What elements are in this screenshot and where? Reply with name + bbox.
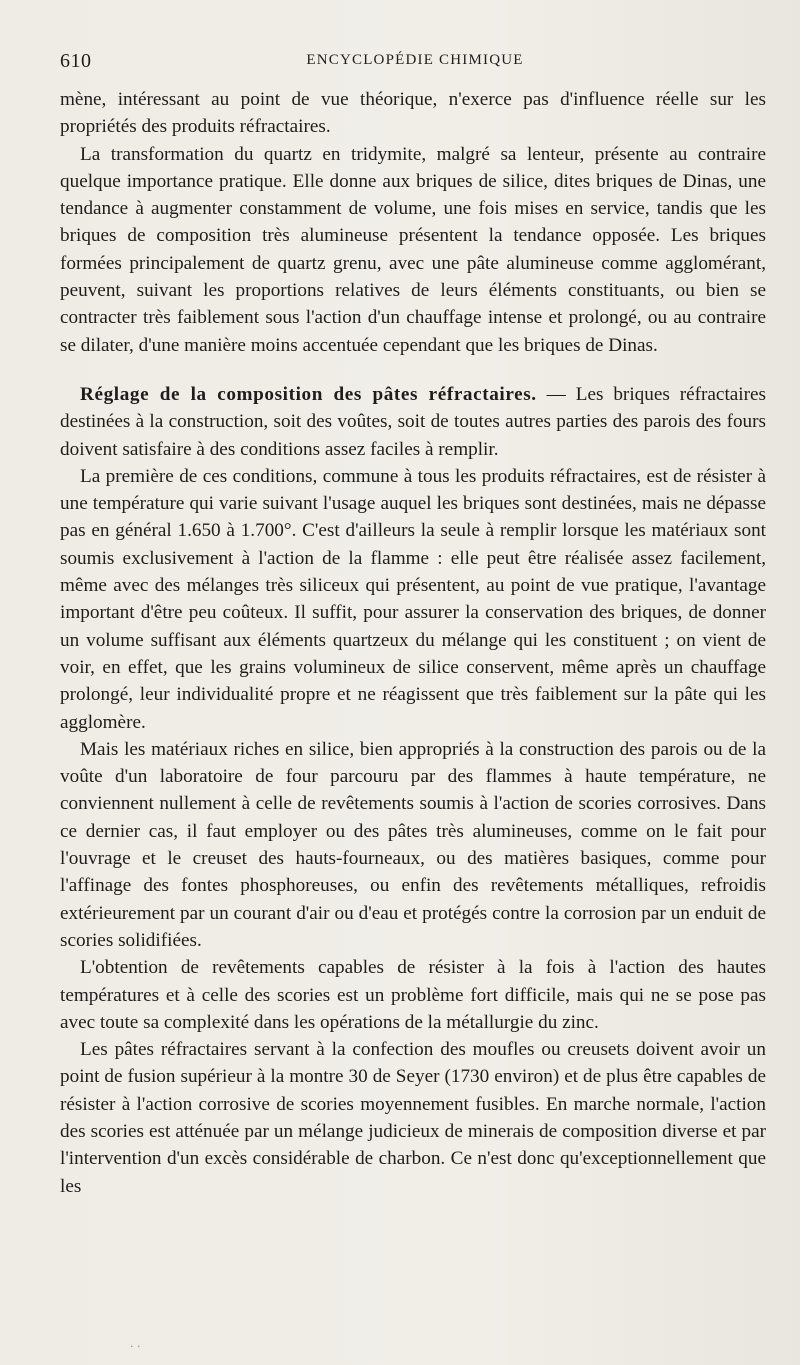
paragraph-4 xyxy=(60,463,766,736)
paragraph-6 xyxy=(60,954,766,1036)
paragraph-text: L'obtention de revêtements capables de résister à la fois à l'action des hautes températures et à celle des scories est un problème fort difficile, mais qui ne se pose pas avec toute sa complexité dans les opérations de la métallurgie du zinc. xyxy=(60,957,766,1033)
paragraph-5 xyxy=(60,736,766,954)
paragraph-text: — Les briques réfractaires destinées à la construction, soit des voûtes, soit de toutes autres parties des parois des fours doivent satisfaire à des conditions assez faciles à remplir. xyxy=(60,383,766,460)
paragraph-7 xyxy=(60,1036,766,1200)
page-header xyxy=(60,50,770,78)
page-speck: · · xyxy=(130,1340,141,1353)
paragraph-1 xyxy=(60,86,766,141)
paragraph-text: Les pâtes réfractaires servant à la confection des moufles ou creusets doivent avoir un point de fusion supérieur à la montre 30 de Seyer (1730 environ) et de plus être capables de résister à l'action corrosive de scories moyennement fusibles. En marche normale, l'action des scories est atténuée par un mélange judicieux de minerais de composition diverse et par l'intervention d'un excès considérable de charbon. Ce n'est donc qu'exceptionnellement que les xyxy=(60,1039,766,1197)
paragraph-text: Mais les matériaux riches en silice, bien appropriés à la construction des parois ou de la voûte d'un laboratoire de four parcouru par des flammes à haute température, ne conviennent nullement à celle de revêtements soumis à l'action de scories corrosives. Dans ce dernier cas, il faut employer ou des pâtes très alumineuses, comme on le fait pour l'ouvrage et le creuset des hauts-fourneaux, ou des matières basiques, comme pour l'affinage des fontes phosphoreuses, ou enfin des revêtements métalliques, refroidis extérieurement par un courant d'air ou d'eau et protégés contre la corrosion par un enduit de scories solidifiées. xyxy=(60,738,766,951)
section-heading: Réglage de la composition des pâtes réfractaires. xyxy=(80,383,537,405)
paragraph-2 xyxy=(60,141,766,359)
paragraph-text: La transformation du quartz en tridymite, malgré sa lenteur, présente au contraire quelque importance pratique. Elle donne aux briques de silice, dites briques de Dinas, une tendance à augmenter constamment de volume, une fois mises en service, tandis que les briques de composition très alumineuse présentent la tendance opposée. Les briques formées principalement de quartz grenu, avec une pâte alumineuse comme agglomérant, peuvent, suivant les proportions relatives de leurs éléments constituants, ou bien se contracter très faiblement sous l'action d'un chauffage intense et prolongé, ou au contraire se dilater, d'une manière moins accentuée cependant que les briques de Dinas. xyxy=(60,143,766,356)
body-text xyxy=(60,86,766,1200)
paragraph-text: La première de ces conditions, commune à tous les produits réfractaires, est de résister à une température qui varie suivant l'usage auquel les briques sont destinées, mais ne dépasse pas en général 1.650 à 1.700°. C'est d'ailleurs la seule à remplir lorsque les matériaux sont soumis exclusivement à l'action de la flamme : elle peut être réalisée assez facilement, même avec des mélanges très siliceux qui présentent, au point de vue pratique, l'avantage important d'être peu coûteux. Il suffit, pour assurer la conservation des briques, de donner un volume suffisant aux éléments quartzeux du mélange qui les constituent ; on vient de voir, en effet, que les grains volumineux de silice conservent, même après un chauffage prolongé, leur individualité propre et ne réagissent que très faiblement sur la pâte qui les agglomère. xyxy=(60,465,766,733)
paragraph-text: mène, intéressant au point de vue théorique, n'exerce pas d'influence réelle sur les propriétés des produits réfractaires. xyxy=(60,89,766,138)
paragraph-3 xyxy=(60,381,766,463)
running-title: ENCYCLOPÉDIE CHIMIQUE xyxy=(306,52,524,68)
page-number: 610 xyxy=(60,50,92,72)
section-gap xyxy=(60,359,766,381)
